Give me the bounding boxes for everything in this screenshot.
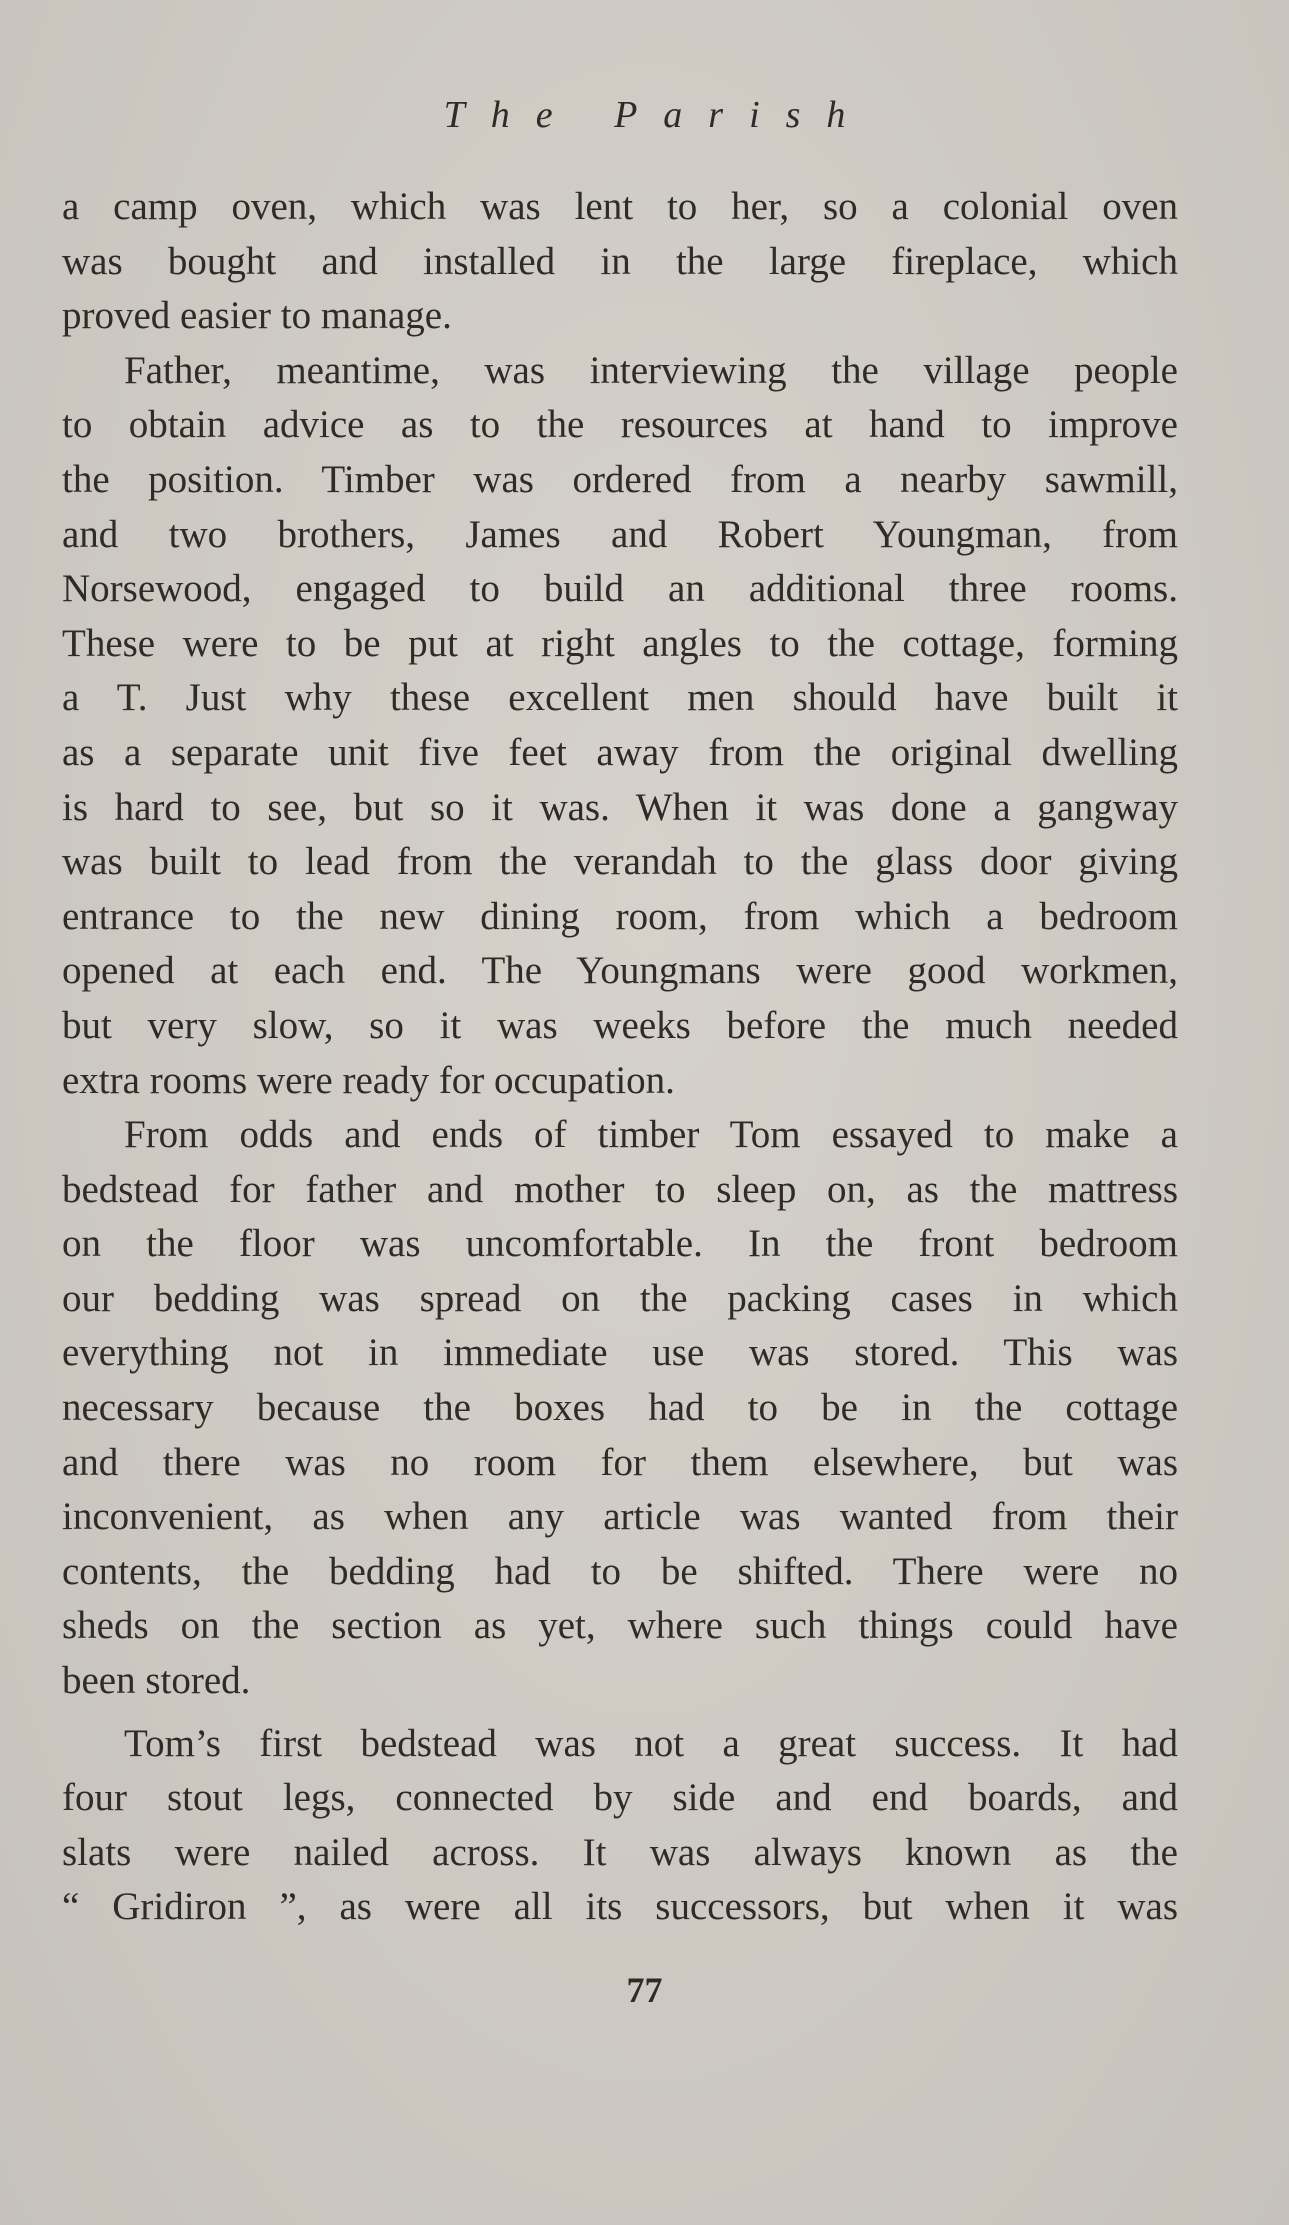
text-line: four stout legs, connected by side and end boards, and bbox=[62, 1776, 1178, 1820]
text-line: was bought and installed in the large fireplace, which bbox=[62, 239, 1178, 283]
text-line: been stored. bbox=[62, 1659, 251, 1703]
text-line: and two brothers, James and Robert Youngman, from bbox=[62, 512, 1178, 556]
text-line: bedstead for father and mother to sleep on, as the mattress bbox=[62, 1167, 1178, 1211]
text-line: Father, meantime, was interviewing the village people bbox=[124, 348, 1178, 392]
text-line: These were to be put at right angles to the cottage, forming bbox=[62, 621, 1178, 665]
text-line: our bedding was spread on the packing cases in which bbox=[62, 1276, 1178, 1320]
text-line: slats were nailed across. It was always known as the bbox=[62, 1830, 1178, 1874]
text-line: extra rooms were ready for occupation. bbox=[62, 1058, 675, 1102]
page-number: 77 bbox=[626, 1970, 663, 2010]
paragraph bbox=[62, 1717, 1178, 1935]
paragraph bbox=[62, 180, 1178, 344]
text-line: a T. Just why these excellent men should have built it bbox=[62, 676, 1178, 720]
paragraph bbox=[62, 344, 1178, 1108]
text-line: on the floor was uncomfortable. In the front bedroom bbox=[62, 1222, 1178, 1266]
text-line: as a separate unit five feet away from the original dwelling bbox=[62, 730, 1178, 774]
text-line: opened at each end. The Youngmans were good workmen, bbox=[62, 949, 1178, 993]
text-line: From odds and ends of timber Tom essayed to make a bbox=[124, 1113, 1178, 1157]
text-line: proved easier to manage. bbox=[62, 294, 452, 338]
text-line: the position. Timber was ordered from a nearby sawmill, bbox=[62, 457, 1178, 501]
text-line: a camp oven, which was lent to her, so a colonial oven bbox=[62, 185, 1178, 228]
text-line: was built to lead from the verandah to the glass door giving bbox=[62, 840, 1178, 884]
text-line: Norsewood, engaged to build an additional three rooms. bbox=[62, 567, 1178, 611]
paragraph bbox=[62, 1108, 1178, 1709]
body-text bbox=[62, 180, 1178, 1935]
text-line: but very slow, so it was weeks before the much needed bbox=[62, 1003, 1178, 1047]
text-line: sheds on the section as yet, where such things could have bbox=[62, 1604, 1178, 1648]
text-line: and there was no room for them elsewhere, but was bbox=[62, 1440, 1178, 1484]
running-head: The Parish bbox=[443, 94, 872, 136]
text-line: is hard to see, but so it was. When it was done a gangway bbox=[62, 785, 1178, 829]
paragraph-gap bbox=[62, 1709, 1178, 1717]
text-line: Tom’s first bedstead was not a great success. It had bbox=[124, 1721, 1178, 1765]
text-line: necessary because the boxes had to be in the cottage bbox=[62, 1386, 1178, 1430]
text-line: contents, the bedding had to be shifted. There were no bbox=[62, 1549, 1178, 1593]
text-line: inconvenient, as when any article was wanted from their bbox=[62, 1495, 1178, 1539]
text-line: “ Gridiron ”, as were all its successors, but when it was bbox=[62, 1885, 1178, 1929]
text-line: to obtain advice as to the resources at hand to improve bbox=[62, 403, 1178, 447]
text-line: everything not in immediate use was stored. This was bbox=[62, 1331, 1178, 1375]
text-line: entrance to the new dining room, from which a bedroom bbox=[62, 894, 1178, 938]
